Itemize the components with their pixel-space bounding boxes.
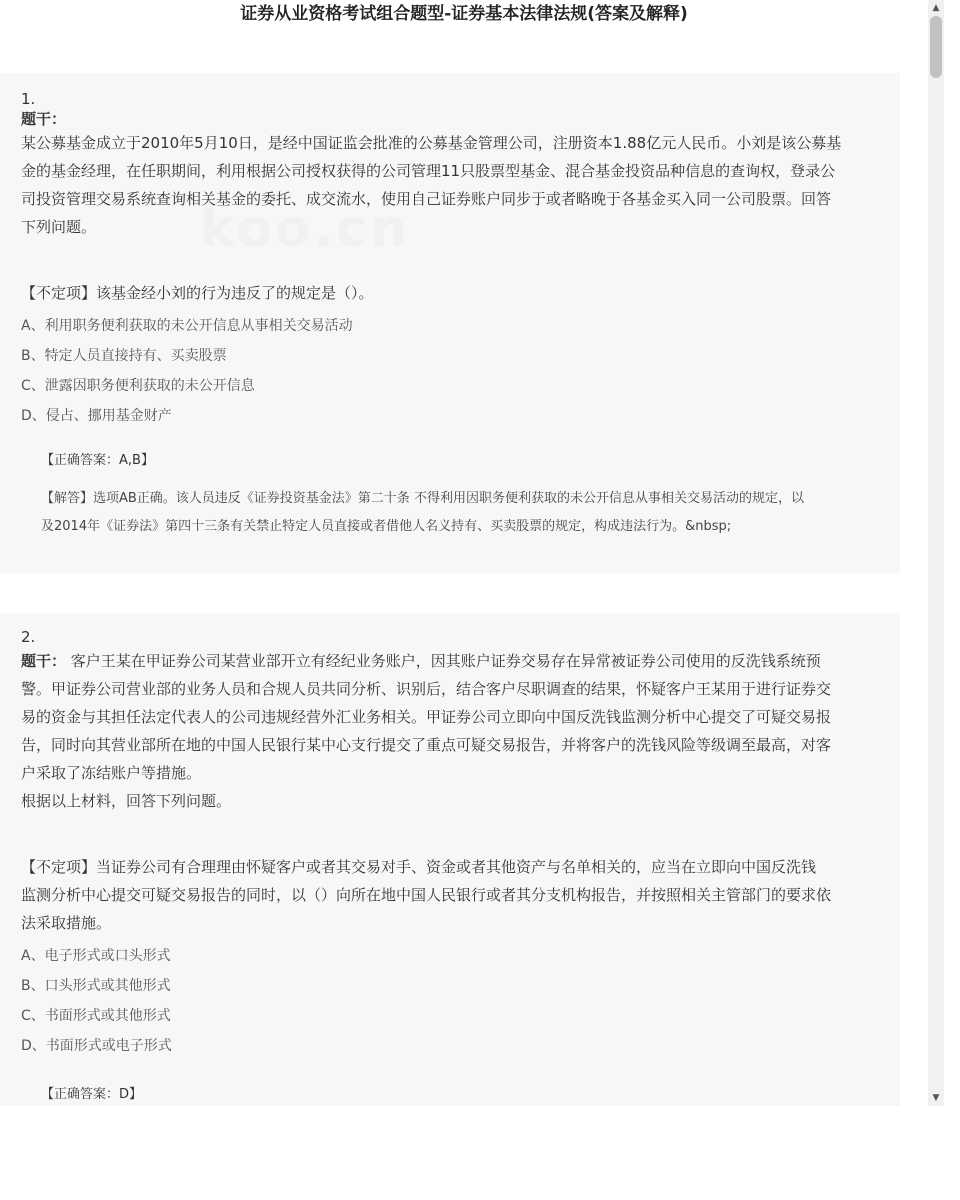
- stem-line: 某公募基金成立于2010年5月10日，是经中国证监会批准的公募基金管理公司，注册资本1.88亿元人民币。小刘是该公募基: [21, 134, 842, 152]
- watermark: koo.cn: [200, 199, 411, 259]
- question-stem: [21, 129, 886, 241]
- sub-question-line: 【不定项】该基金经小刘的行为违反了的规定是（）。: [21, 284, 374, 302]
- option-d: D、书面形式或电子形式: [21, 1038, 172, 1054]
- scroll-up-arrow-icon[interactable]: ▲: [932, 3, 940, 13]
- stem-text: 客户王某在甲证券公司某营业部开立有经纪业务账户，因其账户证券交易存在异常被证券公司使用的反洗钱系统预: [66, 652, 821, 670]
- option-b: B、口头形式或其他形式: [21, 978, 171, 994]
- stem-line: 易的资金与其担任法定代表人的公司违规经营外汇业务相关。甲证券公司立即向中国反洗钱监测分析中心提交了可疑交易报: [21, 708, 832, 726]
- stem-line: 金的基金经理，在任职期间，利用根据公司授权获得的公司管理11只股票型基金、混合基金投资品种信息的查询权，登录公: [21, 162, 836, 180]
- sub-question-line: 法采取措施。: [21, 914, 112, 932]
- option-a: A、利用职务便利获取的未公开信息从事相关交易活动: [21, 318, 353, 334]
- stem-label: 题干：: [21, 110, 67, 128]
- question-card-1: [0, 73, 900, 573]
- stem-line: 下列问题。: [21, 218, 97, 236]
- scroll-down-arrow-icon[interactable]: ▼: [932, 1093, 940, 1103]
- stem-line: 警。甲证券公司营业部的业务人员和合规人员共同分析、识别后，结合客户尽职调查的结果，怀疑客户王某用于进行证券交: [21, 680, 832, 698]
- stem-line: 根据以上材料，回答下列问题。: [21, 792, 232, 810]
- sub-question-line: 监测分析中心提交可疑交易报告的同时，以（）向所在地中国人民银行或者其分支机构报告，并按照相关主管部门的要求依: [21, 886, 832, 904]
- sub-question-line: 【不定项】当证券公司有合理理由怀疑客户或者其交易对手、资金或者其他资产与名单相关的，应当在立即向中国反洗钱: [21, 858, 817, 876]
- stem-label: 题干：: [21, 652, 67, 670]
- explanation-line: 及2014年《证券法》第四十三条有关禁止特定人员直接或者借他人名义持有、买卖股票的规定，构成违法行为。&nbsp;: [41, 519, 732, 534]
- question-number: 1.: [21, 90, 36, 108]
- option-b: B、特定人员直接持有、买卖股票: [21, 348, 227, 364]
- stem-line: 告，同时向其营业部所在地的中国人民银行某中心支行提交了重点可疑交易报告，并将客户的洗钱风险等级调至最高，对客: [21, 736, 832, 754]
- question-number: 2.: [21, 628, 36, 646]
- stem-line: 司投资管理交易系统查询相关基金的委托、成交流水，使用自己证券账户同步于或者略晚于各基金买入同一公司股票。回答: [21, 190, 832, 208]
- question-card-2: [0, 613, 900, 1106]
- stem-line: [21, 647, 886, 675]
- page-title: 证券从业资格考试组合题型-证券基本法律法规(答案及解释): [240, 4, 688, 24]
- option-d: D、侵占、挪用基金财产: [21, 408, 172, 424]
- correct-answer: 【正确答案：D】: [41, 1087, 143, 1102]
- option-a: A、电子形式或口头形式: [21, 948, 171, 964]
- explanation: [21, 485, 886, 541]
- question-stem: [21, 647, 886, 815]
- scrollbar-thumb[interactable]: [930, 16, 942, 78]
- sub-question: [21, 279, 886, 307]
- option-c: C、泄露因职务便利获取的未公开信息: [21, 378, 255, 394]
- explanation-line: 【解答】选项AB正确。该人员违反《证券投资基金法》第二十条 不得利用因职务便利获取的未公开信息从事相关交易活动的规定，以: [41, 491, 804, 506]
- vertical-scrollbar[interactable]: [928, 0, 944, 1106]
- stem-line: 户采取了冻结账户等措施。: [21, 764, 202, 782]
- sub-question: [21, 853, 886, 937]
- option-c: C、书面形式或其他形式: [21, 1008, 171, 1024]
- correct-answer: 【正确答案：A,B】: [41, 453, 154, 468]
